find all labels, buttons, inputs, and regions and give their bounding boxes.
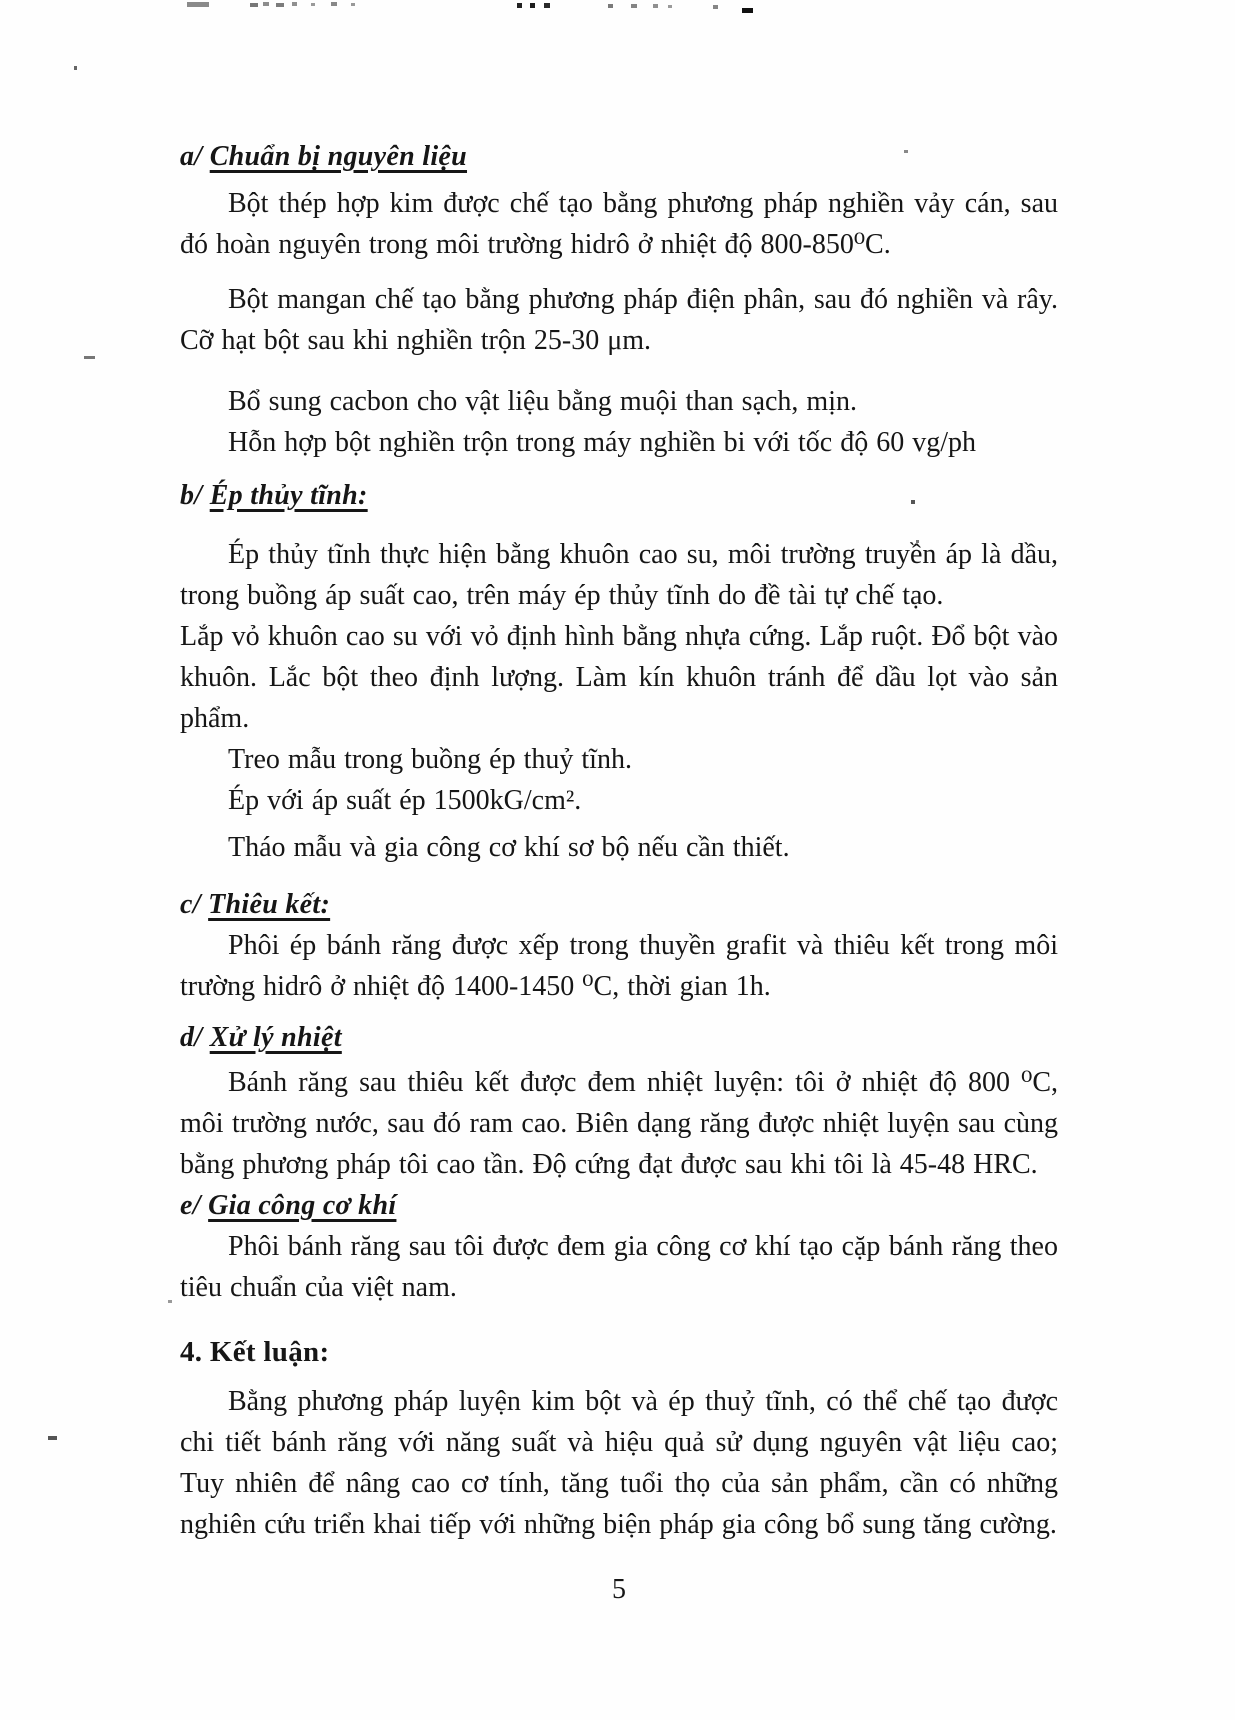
scan-speck	[276, 3, 284, 7]
heading-prefix: e/	[180, 1190, 201, 1221]
scan-speck	[668, 5, 672, 8]
scan-speck	[331, 2, 337, 6]
scan-speck	[48, 1436, 57, 1440]
heading-title: Xử lý nhiệt	[209, 1022, 342, 1053]
paragraph-e1: Phôi bánh răng sau tôi được đem gia công cơ khí tạo cặp bánh răng theo tiêu chuẩn của việt nam.	[180, 1231, 1058, 1303]
scan-speck	[74, 66, 77, 70]
scan-speck	[168, 1300, 172, 1303]
scan-speck	[530, 3, 535, 8]
paragraph-a1: Bột thép hợp kim được chế tạo bằng phương pháp nghiền vảy cán, sau đó hoàn nguyên trong môi trường hidrô ở nhiệt độ 800-850⁰C.	[180, 188, 1058, 260]
section-heading-c	[180, 884, 1058, 925]
paragraph-b4: Ép với áp suất ép 1500kG/cm².	[228, 785, 582, 816]
scan-speck	[517, 3, 522, 8]
paragraph-b1: Ép thủy tĩnh thực hiện bằng khuôn cao su, môi trường truyền áp là dầu, trong buồng áp suất cao, trên máy ép thủy tĩnh do đề tài tự chế tạo.	[180, 539, 1058, 611]
scan-speck	[608, 4, 613, 8]
paragraph-b5: Tháo mẫu và gia công cơ khí sơ bộ nếu cần thiết.	[228, 832, 790, 863]
section-heading-b	[180, 475, 1058, 516]
paragraph-b2: Lắp vỏ khuôn cao su với vỏ định hình bằng nhựa cứng. Lắp ruột. Đổ bột vào khuôn. Lắc bột theo định lượng. Làm kín khuôn tránh để dầu lọt vào sản phẩm.	[180, 621, 1058, 734]
document-body	[180, 136, 1058, 1610]
heading-title: Ép thủy tĩnh:	[209, 480, 368, 511]
paragraph-b3: Treo mẫu trong buồng ép thuỷ tĩnh.	[228, 744, 632, 775]
scan-speck	[713, 5, 718, 9]
heading-title: Chuẩn bị nguyên liệu	[209, 141, 468, 172]
section-heading-e	[180, 1185, 1058, 1226]
paragraph-c1: Phôi ép bánh răng được xếp trong thuyền grafit và thiêu kết trong môi trường hidrô ở nhiệt độ 1400-1450 ⁰C, thời gian 1h.	[180, 930, 1058, 1002]
heading-prefix: c/	[180, 889, 201, 920]
scan-speck	[250, 3, 258, 7]
paragraph-a2: Bột mangan chế tạo bằng phương pháp điện phân, sau đó nghiền và rây. Cỡ hạt bột sau khi nghiền trộn 25-30 μm.	[180, 284, 1058, 356]
scan-speck	[544, 3, 550, 8]
scan-speck	[631, 4, 637, 8]
paragraph-a3: Bổ sung cacbon cho vật liệu bằng muội than sạch, mịn.	[228, 386, 857, 417]
scan-speck	[742, 8, 753, 13]
paragraph-d1: Bánh răng sau thiêu kết được đem nhiệt luyện: tôi ở nhiệt độ 800 ⁰C, môi trường nước, sau đó ram cao. Biên dạng răng được nhiệt luyện sau cùng bằng phương pháp tôi cao tần. Độ cứng đạt được sau khi tôi là 45-48 HRC.	[180, 1067, 1058, 1180]
scan-speck	[84, 356, 95, 359]
scan-speck	[263, 2, 269, 6]
heading-prefix: b/	[180, 480, 203, 511]
heading-prefix: d/	[180, 1022, 203, 1053]
scan-speck	[292, 2, 297, 6]
page-number: 5	[612, 1574, 626, 1605]
conclusion-paragraph: Bằng phương pháp luyện kim bột và ép thuỷ tĩnh, có thể chế tạo được chi tiết bánh răng với năng suất và hiệu quả sử dụng nguyên vật liệu cao; Tuy nhiên để nâng cao cơ tính, tăng tuổi thọ của sản phẩm, cần có những nghiên cứu triển khai tiếp với những biện pháp gia công bổ sung tăng cường.	[180, 1386, 1058, 1540]
section-heading-d	[180, 1017, 1058, 1058]
conclusion-heading: 4. Kết luận:	[180, 1336, 330, 1368]
paragraph-a4: Hỗn hợp bột nghiền trộn trong máy nghiền bi với tốc độ 60 vg/ph	[228, 427, 976, 458]
heading-prefix: a/	[180, 141, 203, 172]
scan-speck	[351, 3, 355, 6]
scan-speck	[653, 4, 658, 8]
section-heading-a	[180, 136, 1058, 177]
heading-title: Gia công cơ khí	[208, 1190, 397, 1221]
scan-speck	[187, 2, 209, 7]
heading-title: Thiêu kết:	[208, 889, 331, 920]
scan-speck	[311, 3, 315, 6]
